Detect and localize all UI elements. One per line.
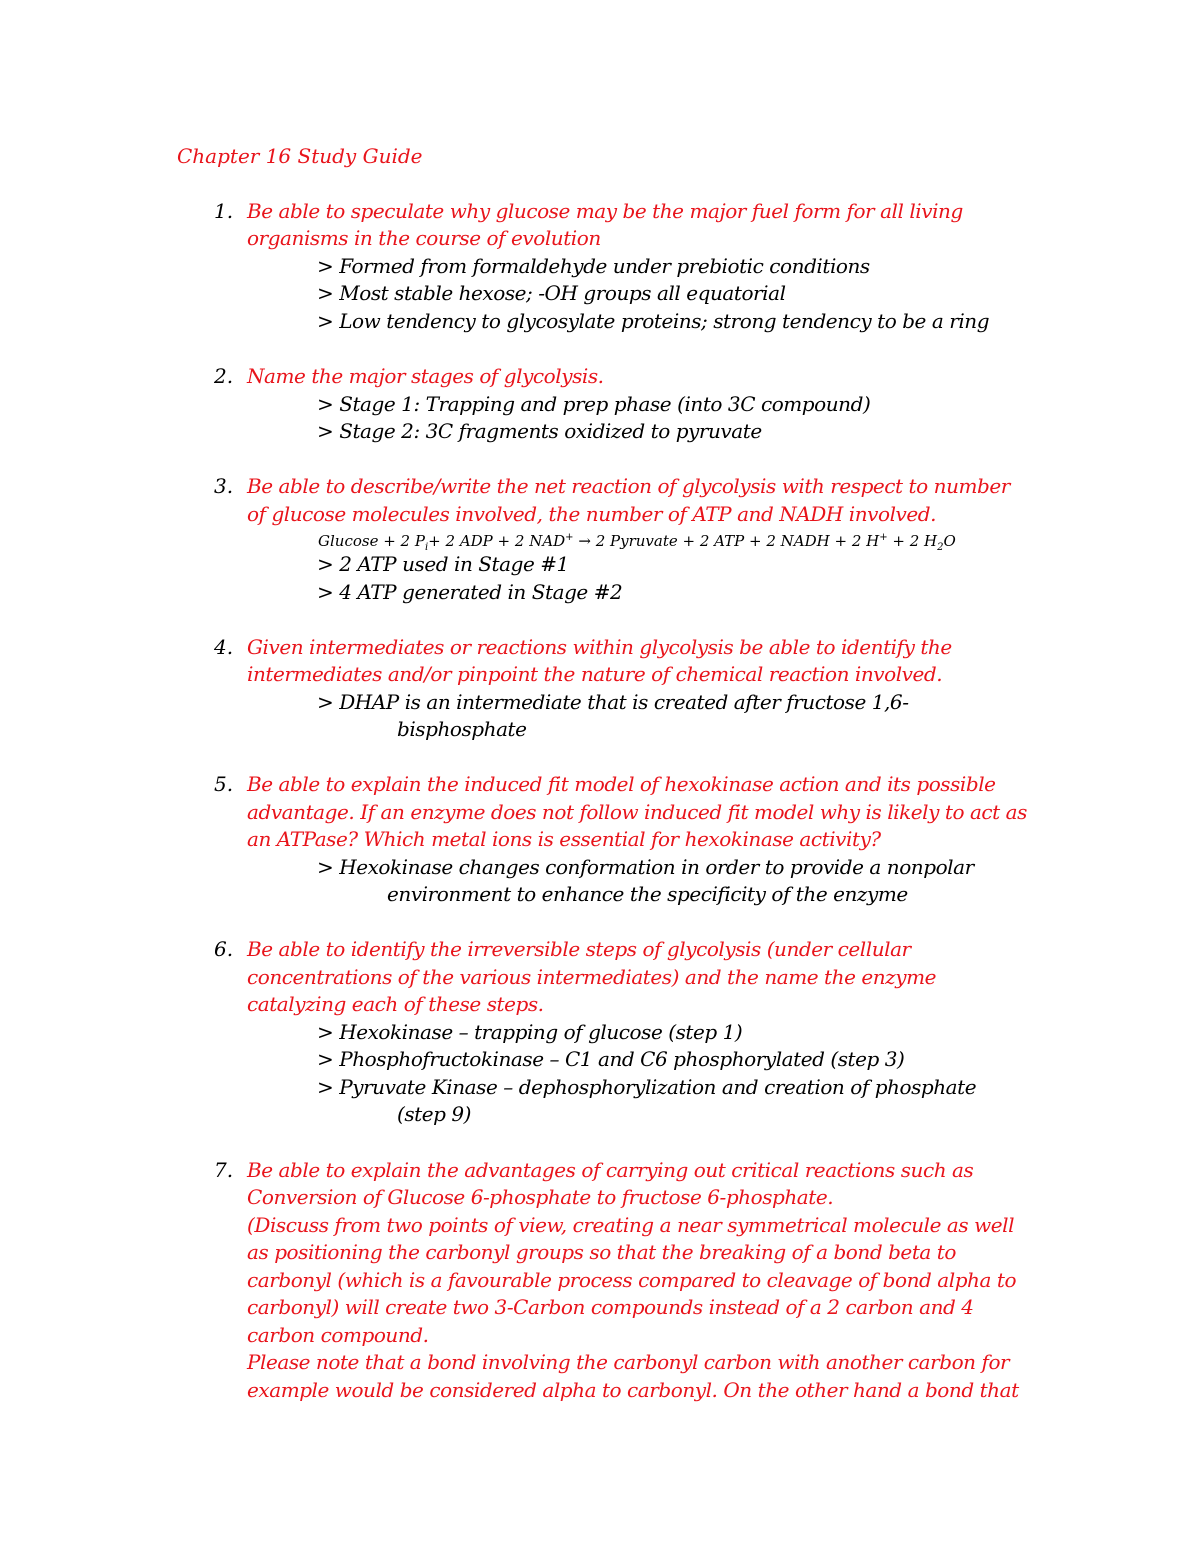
question-line: (Discuss from two points of view, creating a near symmetrical molecule as well xyxy=(247,1213,1015,1237)
item-number: 4. xyxy=(214,635,234,659)
answer-line: bisphosphate xyxy=(397,717,527,741)
answer-line: > Hexokinase – trapping of glucose (step 1) xyxy=(317,1020,743,1044)
answer-line: > DHAP is an intermediate that is created after fructose 1,6- xyxy=(317,690,909,714)
question-line: Be able to explain the induced fit model of hexokinase action and its possible xyxy=(247,772,996,796)
answer-line: > Low tendency to glycosylate proteins; strong tendency to be a ring xyxy=(317,309,990,333)
question-line: Conversion of Glucose 6-phosphate to fructose 6-phosphate. xyxy=(247,1185,834,1209)
arrow-icon: → xyxy=(578,532,591,550)
document-title: Chapter 16 Study Guide xyxy=(177,144,423,168)
question-line: concentrations of the various intermediates) and the name the enzyme xyxy=(247,965,937,989)
answer-line: environment to enhance the specificity of the enzyme xyxy=(387,882,908,906)
question-line: carbonyl (which is a favourable process compared to cleavage of bond alpha to xyxy=(247,1268,1017,1292)
question-line: Please note that a bond involving the carbonyl carbon with another carbon for xyxy=(247,1350,1010,1374)
answer-line: > Stage 1: Trapping and prep phase (into 3C compound) xyxy=(317,392,871,416)
question-line: catalyzing each of these steps. xyxy=(247,992,544,1016)
question-line: an ATPase? Which metal ions is essential for hexokinase activity? xyxy=(247,827,881,851)
question-line: of glucose molecules involved, the number of ATP and NADH involved. xyxy=(247,502,937,526)
net-reaction-equation: Glucose + 2 $P_i+ 2$ ADP + 2 NAD+ → 2 Pyruvate + 2 ATP + 2 NADH + 2 H+ + 2 $H_2O$ xyxy=(318,532,956,553)
item-number: 3. xyxy=(214,474,234,498)
item-number: 7. xyxy=(214,1158,234,1182)
answer-line: > Formed from formaldehyde under prebiotic conditions xyxy=(317,254,870,278)
question-line: Be able to describe/write the net reaction of glycolysis with respect to number xyxy=(247,474,1010,498)
question-line: Be able to speculate why glucose may be the major fuel form for all living xyxy=(247,199,963,223)
item-number: 6. xyxy=(214,937,234,961)
answer-line: > Stage 2: 3C fragments oxidized to pyruvate xyxy=(317,419,762,443)
question-line: intermediates and/or pinpoint the nature of chemical reaction involved. xyxy=(247,662,943,686)
answer-line: > Pyruvate Kinase – dephosphorylization and creation of phosphate xyxy=(317,1075,977,1099)
answer-line: (step 9) xyxy=(397,1102,472,1126)
question-line: carbonyl) will create two 3-Carbon compounds instead of a 2 carbon and 4 xyxy=(247,1295,974,1319)
question-line: Given intermediates or reactions within glycolysis be able to identify the xyxy=(247,635,952,659)
answer-line: > Phosphofructokinase – C1 and C6 phosphorylated (step 3) xyxy=(317,1047,905,1071)
question-line: carbon compound. xyxy=(247,1323,429,1347)
item-number: 2. xyxy=(214,364,234,388)
question-line: as positioning the carbonyl groups so that the breaking of a bond beta to xyxy=(247,1240,956,1264)
answer-line: > Most stable hexose; -OH groups all equatorial xyxy=(317,281,786,305)
question-line: Name the major stages of glycolysis. xyxy=(247,364,604,388)
question-line: Be able to explain the advantages of carrying out critical reactions such as xyxy=(247,1158,974,1182)
question-line: Be able to identify the irreversible steps of glycolysis (under cellular xyxy=(247,937,911,961)
item-number: 5. xyxy=(214,772,234,796)
question-line: organisms in the course of evolution xyxy=(247,226,601,250)
answer-line: > Hexokinase changes conformation in order to provide a nonpolar xyxy=(317,855,974,879)
item-number: 1. xyxy=(214,199,234,223)
question-line: advantage. If an enzyme does not follow induced fit model why is likely to act as xyxy=(247,800,1027,824)
answer-line: > 4 ATP generated in Stage #2 xyxy=(317,580,623,604)
answer-line: > 2 ATP used in Stage #1 xyxy=(317,552,569,576)
question-line: example would be considered alpha to carbonyl. On the other hand a bond that xyxy=(247,1378,1019,1402)
